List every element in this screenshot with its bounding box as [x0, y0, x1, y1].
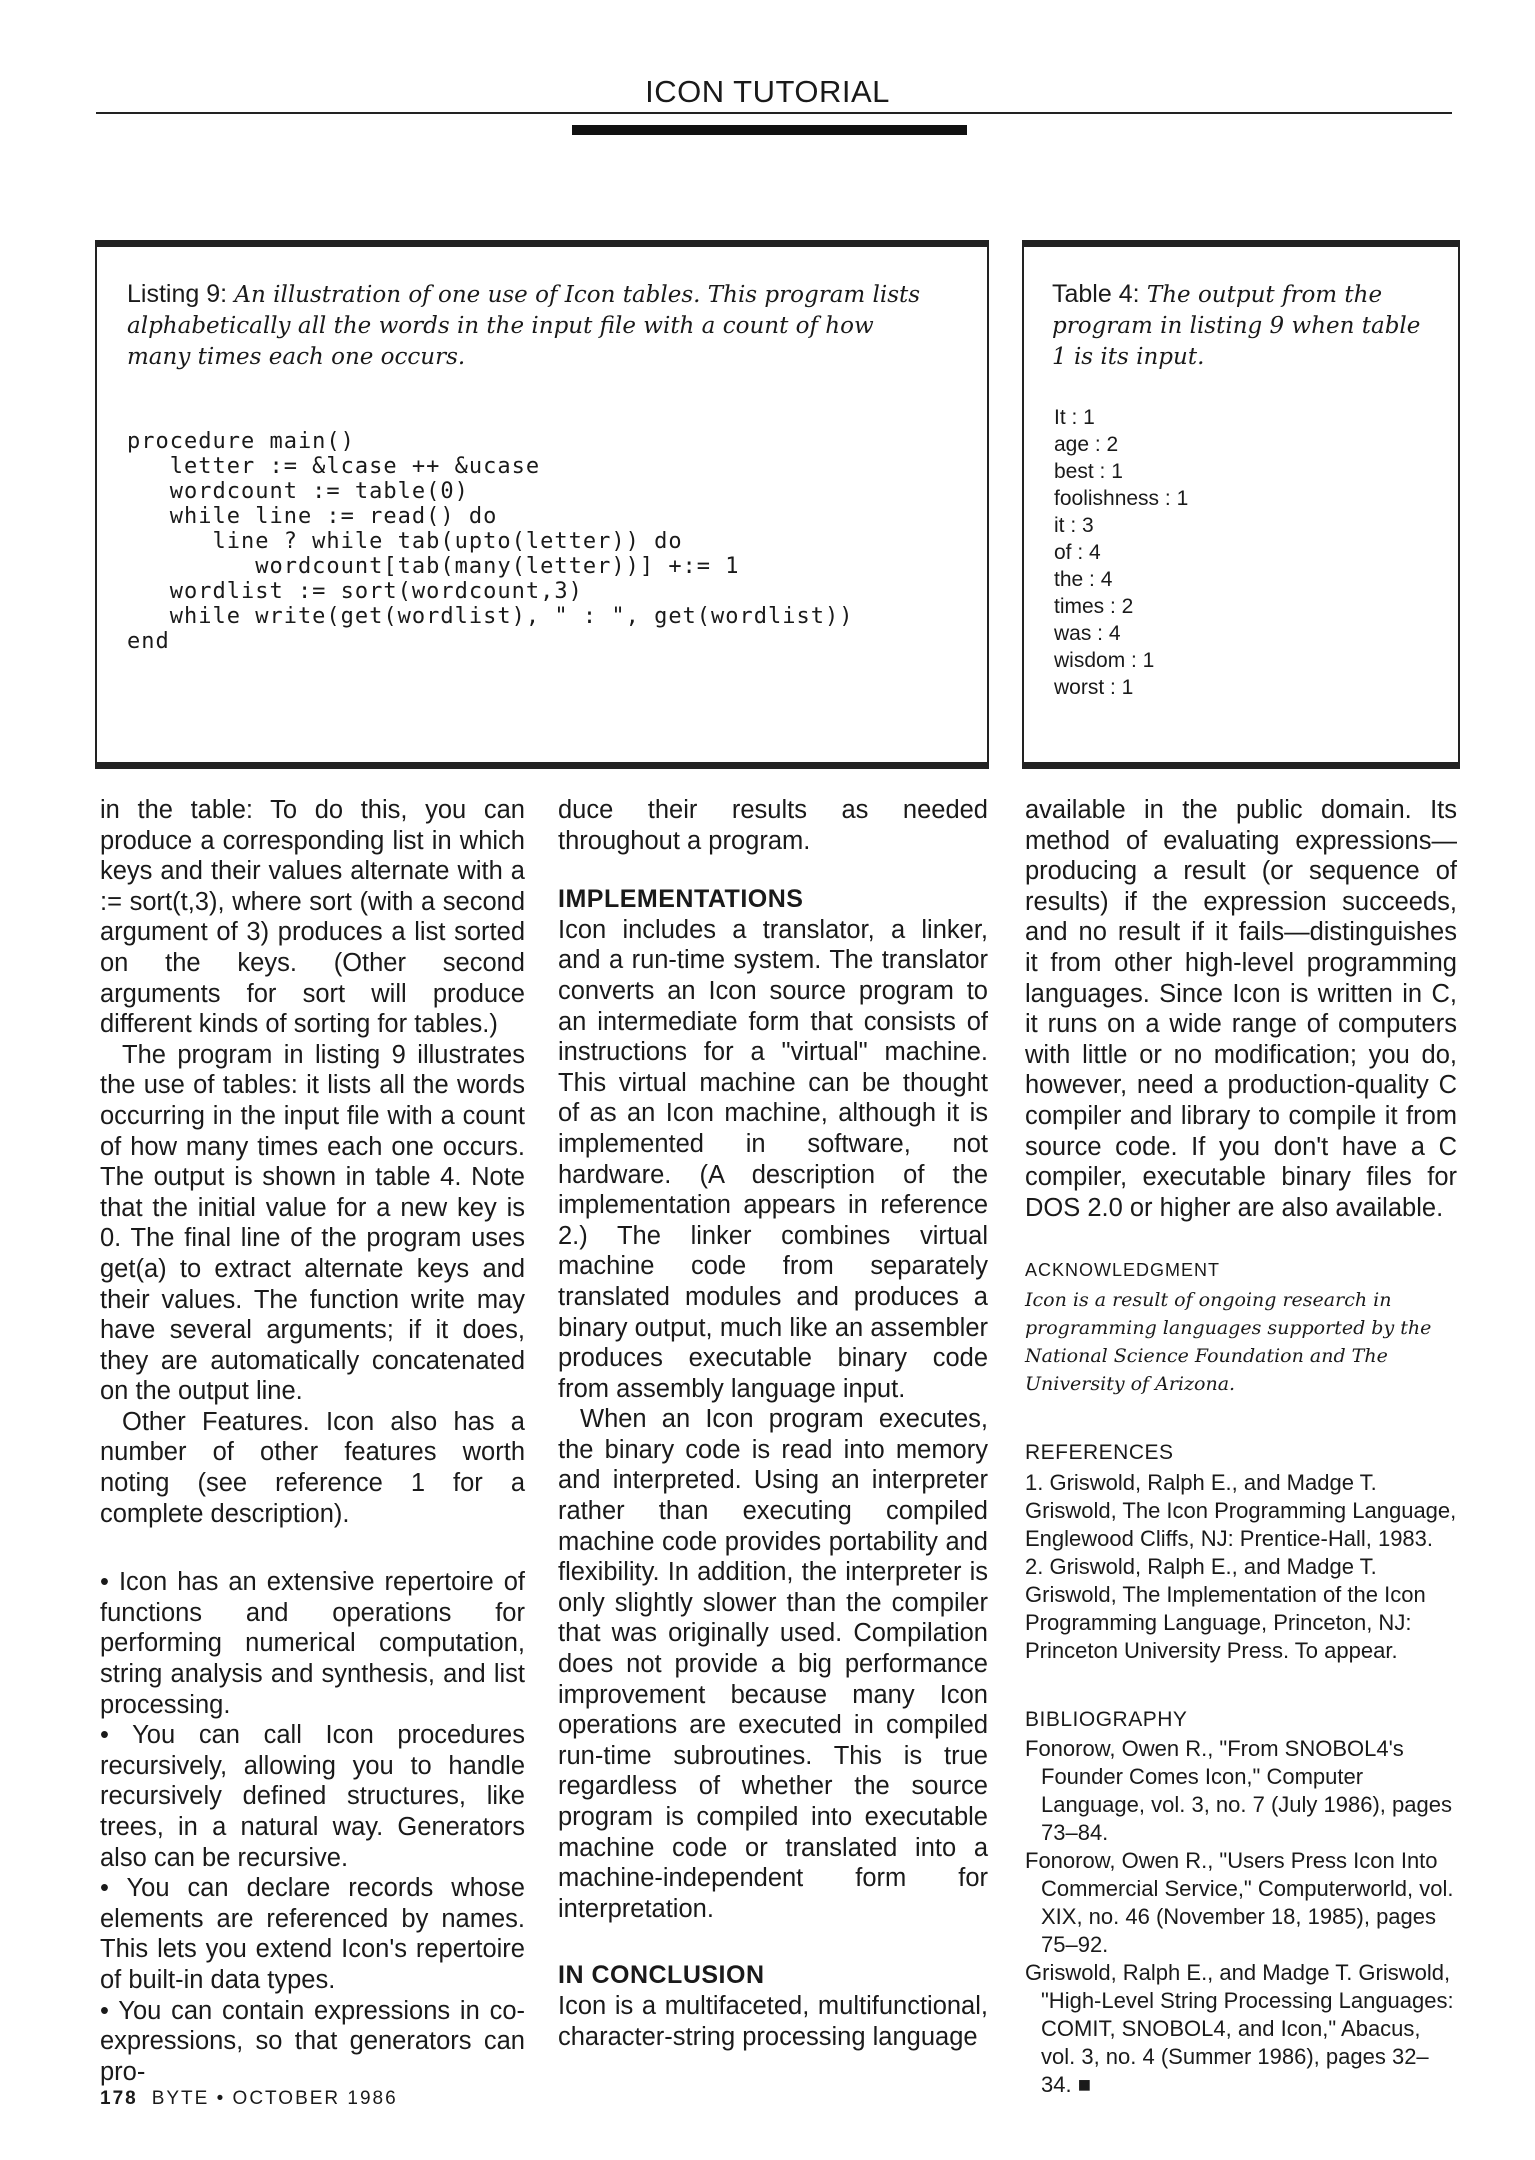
- table-row: It : 1: [1054, 406, 1095, 429]
- table-row: it : 3: [1054, 514, 1094, 537]
- listing-9-box: [95, 240, 989, 769]
- table-row: times : 2: [1054, 595, 1134, 618]
- paragraph: The program in listing 9 illustrates the use of tables: it lists all the words occurring in the input file with a count of how many times each one occurs. The output is shown in table 4. Note that the initial value for a new key is 0. The final line of the program uses get(a) to extract alternate keys and their values. The function write may have several arguments; if it does, they are automatically concatenated on the output line.: [100, 1040, 525, 1406]
- reference-item: 1. Griswold, Ralph E., and Madge T. Griswold, The Icon Programming Language, Englewood Cliffs, NJ: Prentice-Hall, 1983.: [1025, 1469, 1457, 1551]
- paragraph: Icon is a multifaceted, multifunctional, character-string processing language: [558, 1991, 988, 2051]
- table-row: age : 2: [1054, 433, 1119, 456]
- footer-text: BYTE • OCTOBER 1986: [151, 2088, 398, 2109]
- table-row: wisdom : 1: [1054, 649, 1155, 672]
- bullet-item: • You can contain expressions in co-expressions, so that generators can pro-: [100, 1996, 525, 2086]
- header-rule: [96, 112, 1452, 114]
- column-3: [1025, 795, 1457, 2099]
- listing-caption: [127, 279, 937, 373]
- column-1: [100, 795, 525, 2087]
- bullet-item: • Icon has an extensive repertoire of functions and operations for performing numerical computation, string analysis and synthesis, and list processing.: [100, 1568, 525, 1719]
- bibliography-item: Fonorow, Owen R., "Users Press Icon Into Commercial Service," Computerworld, vol. XIX, no. 46 (November 18, 1985), pages 75–92.: [1025, 1848, 1454, 1958]
- run-in-heading: Other Features.: [122, 1407, 310, 1436]
- column-2: [558, 795, 988, 2052]
- bibliography-heading: BIBLIOGRAPHY: [1025, 1707, 1188, 1731]
- paragraph: available in the public domain. Its method of evaluating expressions—producing a result (or sequence of results) if the expression succeeds, and no result if it fails—distinguishes it from other high-level programming languages. Since Icon is written in C, it runs on a wide range of computers with little or no modification; you do, however, need a production-quality C compiler and library to compile it from source code. If you don't have a C compiler, executable binary files for DOS 2.0 or higher are also available.: [1025, 796, 1457, 1222]
- table-4-box: [1022, 240, 1460, 769]
- listing-code: procedure main() letter := &lcase ++ &ucase wordcount := table(0) while line := read() do line ? while tab(upto(letter)) do wordcount[tab(many(letter))] +:= 1 wordlist := sort(wordcount,3) while write(get(wordlist), " : ", get(wordlist)) end: [127, 429, 854, 654]
- section-heading-implementations: IMPLEMENTATIONS: [558, 885, 804, 914]
- header-bar: [572, 125, 967, 135]
- acknowledgment-heading: ACKNOWLEDGMENT: [1025, 1260, 1221, 1281]
- references-heading: REFERENCES: [1025, 1440, 1174, 1464]
- paragraph-text: Icon also has a number of other features worth noting (see reference 1 for a complete description).: [100, 1407, 525, 1528]
- table-row: was : 4: [1054, 622, 1121, 645]
- paragraph-other-features: [100, 1407, 525, 1529]
- table-caption: [1052, 279, 1432, 373]
- running-header: ICON TUTORIAL: [645, 74, 890, 109]
- table-row: worst : 1: [1054, 676, 1134, 699]
- bullet-item: • You can call Icon procedures recursively, allowing you to handle recursively defined structures, like trees, in a natural way. Generators also can be recursive.: [100, 1721, 525, 1872]
- table-row: the : 4: [1054, 568, 1113, 591]
- listing-label: Listing 9:: [127, 280, 228, 308]
- paragraph: in the table: To do this, you can produce a corresponding list in which keys and their values alternate with a := sort(t,3), where sort (with a second argument of 3) produces a list sorted on the keys. (Other second arguments for sort will produce different kinds of sorting for tables.): [100, 796, 525, 1039]
- table-output-list: [1054, 404, 1188, 701]
- bibliography-item: Fonorow, Owen R., "From SNOBOL4's Founder Comes Icon," Computer Language, vol. 3, no. 7 (July 1986), pages 73–84.: [1025, 1736, 1452, 1846]
- page-number: 178: [100, 2088, 138, 2109]
- section-heading-conclusion: IN CONCLUSION: [558, 1961, 765, 1990]
- table-label: Table 4:: [1052, 280, 1140, 308]
- listing-caption-text: An illustration of one use of Icon tables. This program lists alphabetically all the words in the input file with a count of how many times each one occurs.: [127, 282, 921, 370]
- acknowledgment-text: Icon is a result of ongoing research in programming languages supported by the National Science Foundation and The University of Arizona.: [1025, 1288, 1432, 1395]
- paragraph: Icon includes a translator, a linker, and a run-time system. The translator converts an Icon source program to an intermediate form that consists of instructions for a "virtual" machine. This virtual machine can be thought of as an Icon machine, although it is implemented in software, not hardware. (A description of the implementation appears in reference 2.) The linker combines virtual machine code from separately translated modules and produces a binary output, much like an assembler produces executable binary code from assembly language input.: [558, 915, 988, 1403]
- spacer: [100, 1529, 525, 1561]
- paragraph: When an Icon program executes, the binary code is read into memory and interpreted. Using an interpreter rather than executing compiled machine code provides portability and flexibility. In addition, the interpreter is only slightly slower than the compiler that was originally used. Compilation does not provide a big performance improvement because many Icon operations are executed in compiled run-time subroutines. This is true regardless of whether the source program is compiled into executable machine code or translated into a machine-independent form for interpretation.: [558, 1405, 988, 1923]
- page-footer: [100, 2088, 398, 2110]
- table-row: best : 1: [1054, 460, 1123, 483]
- bullet-item: • You can declare records whose elements are referenced by names. This lets you extend Icon's repertoire of built-in data types.: [100, 1874, 525, 1994]
- table-row: foolishness : 1: [1054, 487, 1189, 510]
- bibliography-item: Griswold, Ralph E., and Madge T. Griswold, "High-Level String Processing Languages: COMIT, SNOBOL4, and Icon," Abacus, vol. 3, no. 4 (Summer 1986), pages 32–34. ■: [1025, 1960, 1454, 2098]
- table-caption-text: The output from the program in listing 9 when table 1 is its input.: [1052, 282, 1421, 370]
- table-row: of : 4: [1054, 541, 1101, 564]
- reference-item: 2. Griswold, Ralph E., and Madge T. Griswold, The Implementation of the Icon Programming Language, Princeton, NJ: Princeton University Press. To appear.: [1025, 1553, 1426, 1663]
- paragraph: duce their results as needed throughout a program.: [558, 796, 988, 855]
